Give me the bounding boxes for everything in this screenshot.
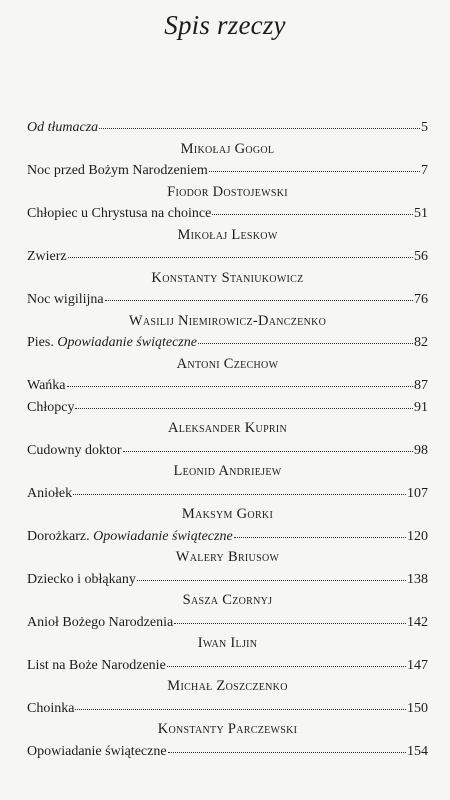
toc-entry bbox=[27, 160, 428, 182]
author-heading: Antoni Czechow bbox=[176, 355, 279, 372]
toc-entry bbox=[27, 483, 428, 505]
dot-leader bbox=[75, 397, 413, 411]
toc-entry bbox=[27, 612, 428, 634]
entry-subtitle: Opowiadanie świąteczne bbox=[57, 335, 197, 350]
entry-title: List na Boże Narodzenie bbox=[27, 657, 166, 673]
toc-entry bbox=[27, 397, 428, 419]
dot-leader bbox=[105, 289, 413, 303]
page-number: 91 bbox=[414, 399, 428, 415]
author-heading: Wasilij Niemirowicz-Danczenko bbox=[128, 312, 327, 329]
toc-entry bbox=[27, 332, 428, 354]
page-number: 154 bbox=[407, 743, 428, 759]
entry-title: Cudowny doktor bbox=[27, 442, 122, 458]
author-heading: Aleksander Kuprin bbox=[167, 420, 288, 436]
page-number: 76 bbox=[414, 292, 428, 307]
author-heading: Mikołaj Gogol bbox=[180, 140, 275, 157]
page-number: 142 bbox=[407, 614, 428, 630]
dot-leader bbox=[99, 117, 420, 131]
dot-leader bbox=[68, 246, 413, 260]
entry-subtitle: Opowiadanie świąteczne bbox=[93, 528, 233, 544]
author-heading: Konstanty Staniukowicz bbox=[151, 269, 304, 286]
entry-title: Dziecko i obłąkany bbox=[27, 571, 136, 587]
entry-title: Pies. Opowiadanie świąteczne bbox=[27, 335, 197, 350]
entry-title: Od tłumacza bbox=[27, 120, 99, 135]
page-number: 51 bbox=[414, 206, 428, 221]
entry-title: Dorożkarz. Opowiadanie świąteczne bbox=[27, 528, 233, 544]
toc-entry bbox=[27, 289, 428, 311]
author-heading: Michał Zoszczenko bbox=[167, 678, 288, 694]
entry-title: Chłopiec u Chrystusa na choince bbox=[27, 206, 212, 221]
toc-entry bbox=[27, 526, 428, 548]
toc-entry bbox=[27, 375, 428, 397]
author-heading: Konstanty Parczewski bbox=[157, 721, 298, 737]
author-heading: Leonid Andriejew bbox=[173, 463, 282, 479]
dot-leader bbox=[75, 698, 406, 712]
author-heading: Walery Briusow bbox=[175, 549, 280, 565]
author-heading: Fiodor Dostojewski bbox=[167, 183, 288, 200]
page-number: 5 bbox=[421, 120, 428, 135]
page-number: 147 bbox=[407, 657, 428, 673]
dot-leader bbox=[212, 203, 413, 217]
entry-title: Chłopcy bbox=[27, 399, 75, 415]
toc-entry bbox=[27, 569, 428, 591]
page-number: 56 bbox=[414, 249, 428, 264]
entry-title: Zwierz bbox=[27, 249, 67, 264]
entry-title: Noc przed Bożym Narodzeniem bbox=[27, 163, 208, 178]
page-number: 98 bbox=[414, 442, 428, 458]
entry-title: Noc wigilijna bbox=[27, 292, 104, 307]
toc-entry bbox=[27, 440, 428, 462]
page-number: 82 bbox=[414, 335, 428, 350]
page-number: 7 bbox=[421, 163, 428, 178]
entry-title: Wańka bbox=[27, 378, 66, 393]
toc-entry bbox=[27, 246, 428, 268]
dot-leader bbox=[198, 332, 413, 346]
dot-leader bbox=[174, 612, 406, 626]
page-number: 120 bbox=[407, 528, 428, 544]
author-heading: Iwan Iljin bbox=[197, 635, 258, 651]
page-title: Spis rzeczy bbox=[164, 10, 286, 40]
toc-entry bbox=[27, 203, 428, 225]
author-heading: Maksym Gorki bbox=[181, 506, 274, 522]
toc-entry bbox=[27, 117, 428, 139]
entry-title: Choinka bbox=[27, 700, 75, 716]
author-heading: Mikołaj Leskow bbox=[177, 226, 278, 243]
page-number: 150 bbox=[407, 700, 428, 716]
author-heading: Sasza Czornyj bbox=[182, 592, 273, 608]
dot-leader bbox=[167, 655, 406, 669]
page-number: 138 bbox=[407, 571, 428, 587]
toc-entry bbox=[27, 741, 428, 763]
dot-leader bbox=[123, 440, 414, 454]
dot-leader bbox=[73, 483, 406, 497]
dot-leader bbox=[67, 375, 413, 389]
dot-leader bbox=[234, 526, 406, 540]
toc-entry bbox=[27, 698, 428, 720]
dot-leader bbox=[209, 160, 420, 174]
page-number: 87 bbox=[414, 378, 428, 393]
dot-leader bbox=[168, 741, 406, 755]
page-number: 107 bbox=[407, 485, 428, 501]
dot-leader bbox=[137, 569, 406, 583]
entry-title: Anioł Bożego Narodzenia bbox=[27, 614, 174, 630]
entry-title: Opowiadanie świąteczne bbox=[27, 743, 167, 759]
entry-title: Aniołek bbox=[27, 485, 73, 501]
table-of-contents bbox=[27, 117, 428, 762]
toc-entry bbox=[27, 655, 428, 677]
